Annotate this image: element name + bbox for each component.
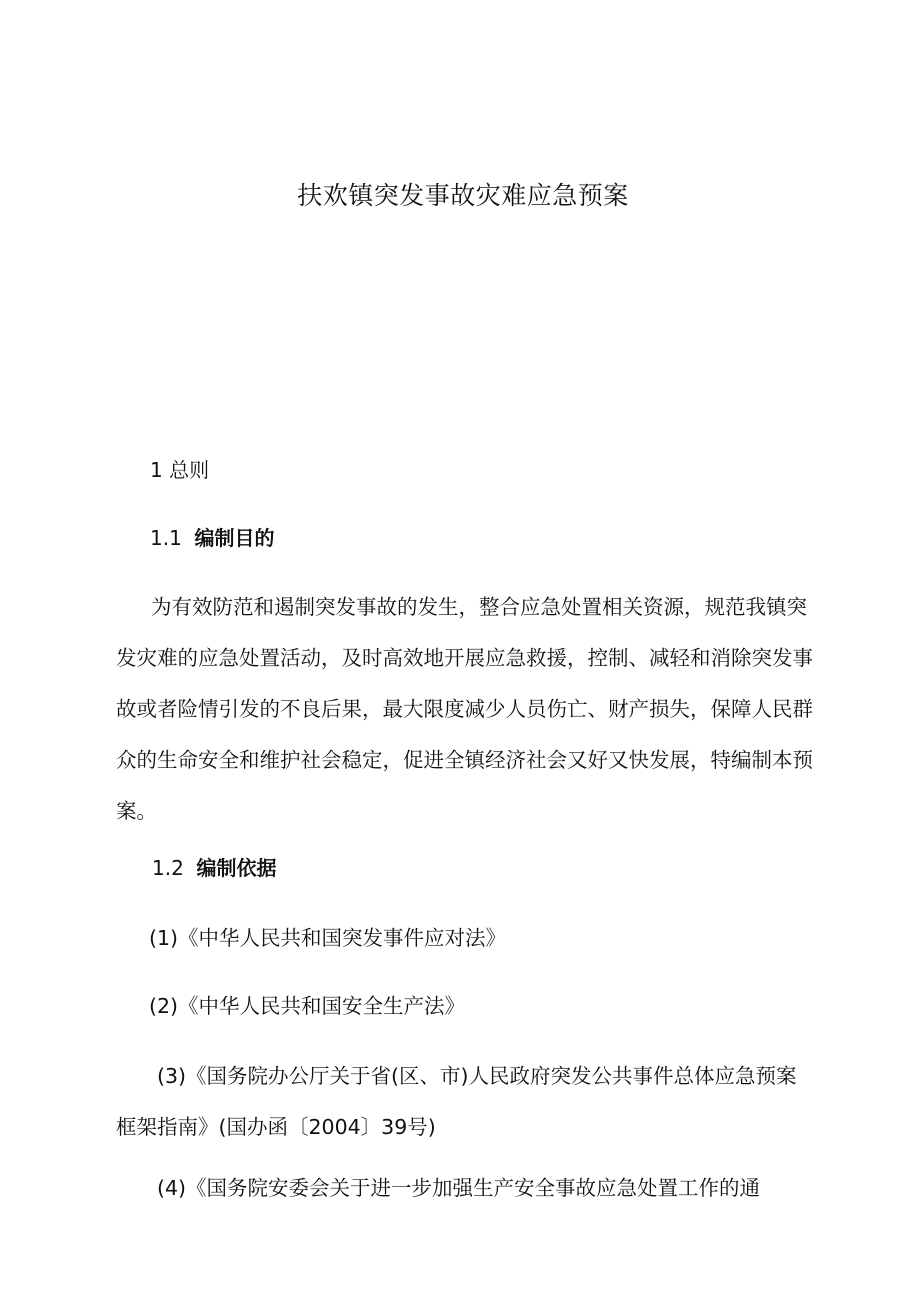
section-1-2-number: 1.2 <box>152 856 184 880</box>
section-1-1-number: 1.1 <box>150 526 182 550</box>
section-1-2-label: 编制依据 <box>196 856 277 880</box>
section-1-heading <box>150 455 209 485</box>
reference-item: (1)《中华人民共和国突发事件应对法》 <box>149 926 507 950</box>
reference-item: (2)《中华人民共和国安全生产法》 <box>149 994 466 1018</box>
reference-item: (3)《国务院办公厅关于省(区、市)人民政府突发公共事件总体应急预案框架指南》(国办函〔2004〕39号) <box>116 1064 797 1139</box>
section-1-number: 1 <box>150 458 163 482</box>
section-1-1-heading <box>150 523 275 553</box>
section-1-2-heading <box>152 853 277 883</box>
purpose-paragraph: 为有效防范和遏制突发事故的发生，整合应急处置相关资源，规范我镇突发灾难的应急处置活动，及时高效地开展应急救援，控制、减轻和消除突发事故或者险情引发的不良后果，最大限度减少人员伤亡、财产损失，保障人民群众的生命安全和维护社会稳定，促进全镇经济社会又好又快发展，特编制本预案。 <box>116 595 813 823</box>
reference-item: (4)《国务院安委会关于进一步加强生产安全事故应急处置工作的通 <box>157 1176 761 1200</box>
section-1-label: 总则 <box>169 458 210 482</box>
document-title: 扶欢镇突发事故灾难应急预案 <box>297 181 629 210</box>
section-1-1-label: 编制目的 <box>194 526 275 550</box>
